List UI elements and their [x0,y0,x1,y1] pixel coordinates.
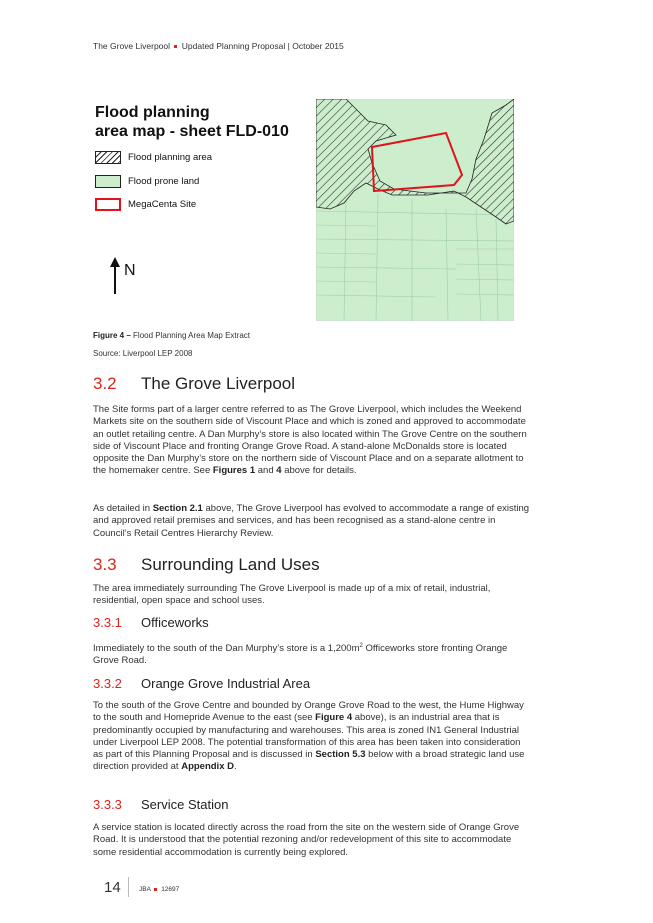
section-3-3-paragraph: The area immediately surrounding The Grove Liverpool is made up of a mix of retail, industrial, residential, open space and school uses. [93,583,491,607]
map-legend-title [95,103,315,141]
legend-item-label: Flood prone land [128,176,200,187]
header-doc-subtitle: Updated Planning Proposal [181,41,286,51]
header-separator: | [287,41,290,51]
green-swatch-icon [95,175,121,188]
section-reference: Section 2.1 [152,503,203,514]
page-number: 14 [104,879,121,896]
header-date: October 2015 [292,41,344,51]
paragraph-text: above, The Grove Liverpool has evolved to accommodate a range of existing and approved retail premises and services, and has been recognised as a stand-alone centre in Council’s Retail Centres Hierarchy Review. [93,503,530,539]
paragraph-text: Immediately to the south of the Dan Murphy’s store is a 1,200m [93,643,360,655]
legend-item-label: MegaCenta Site [128,199,197,210]
north-label: N [124,262,136,279]
header-red-dot-icon [174,45,177,48]
figure-reference: Figures 1 [212,465,256,477]
header-doc-name: The Grove Liverpool [93,41,171,51]
paragraph-text: above for details. [284,465,357,477]
footer-divider [128,877,129,897]
section-title: Orange Grove Industrial Area [141,676,311,691]
appendix-reference: Appendix D [181,761,234,773]
section-number: 3.3.1 [93,615,122,630]
section-reference: Section 5.3 [315,749,366,761]
section-number: 3.2 [93,374,117,393]
legend-item-label: Flood planning area [128,152,212,163]
paragraph-text: . [233,761,237,773]
flood-map-image [316,99,514,321]
figure-caption-text: Flood Planning Area Map Extract [133,331,250,340]
figure-reference: 4 [276,465,282,477]
section-title: The Grove Liverpool [141,374,296,393]
section-number: 3.3.3 [93,797,122,812]
paragraph-text: above), is an industrial area that is predominantly occupied by manufacturing and warehouses. This area is zoned IN1 General Industrial under Liverpool LEP 2008. The potential transformation of this area has been taken into consideration as part of this Planning Proposal and is discussed in [93,712,521,761]
figure-source: Source: Liverpool LEP 2008 [93,349,193,358]
paragraph-text: below with a broad strategic land use direction provided at [93,749,525,773]
section-heading-3-2 [93,374,295,394]
section-heading-3-3-3 [93,797,228,812]
section-3-2-paragraph-1 [93,404,533,478]
hatch-swatch-icon [95,151,121,164]
paragraph-text: To the south of the Grove Centre and bounded by Orange Grove Road to the west, the Hume Highway to the south and Homepride Avenue to the east (see [93,700,524,724]
section-3-3-1-paragraph [93,640,533,668]
section-heading-3-3 [93,555,320,575]
figure-reference: Figure 4 [315,712,353,724]
footer-job-number: 12697 [161,886,180,893]
north-arrow-icon [108,257,122,297]
section-3-3-2-paragraph [93,700,533,774]
figure-caption-label: Figure 4 – [93,331,131,340]
north-arrow [108,257,148,297]
figure-caption [93,331,250,340]
superscript: 2 [359,643,363,649]
paragraph-text: As detailed in [93,503,151,514]
footer-org [139,886,179,893]
section-number: 3.3 [93,555,117,574]
section-title: Officeworks [141,615,209,630]
section-3-2-paragraph-2 [93,503,533,540]
paragraph-text: and [257,465,274,477]
section-heading-3-3-2 [93,676,310,691]
footer-org-name: JBA [139,886,151,893]
paragraph-text: The Site forms part of a larger centre referred to as The Grove Liverpool, which includes the Weekend Markets site on the southern side of Viscount Place and which is zoned and approved to accommodate an outlet retailing centre. A Dan Murphy’s store is also located within The Grove Centre on the southern side of Viscount Place and fronting Orange Grove Road. A stand-alone McDonalds store is located opposite the Dan Murphy’s store on the northern side of Viscount Place and on a separate allotment to the homemaker centre. See [93,404,527,477]
running-header [93,41,344,51]
map-legend-title-line2: area map - sheet FLD-010 [95,123,289,140]
section-title: Service Station [141,797,229,812]
map-legend-title-line1: Flood planning [95,104,210,121]
section-number: 3.3.2 [93,676,122,691]
section-title: Surrounding Land Uses [141,555,320,574]
footer-red-dot-icon [154,888,157,891]
red-outline-swatch-icon [95,198,121,211]
section-heading-3-3-1 [93,615,209,630]
paragraph-text: Officeworks store fronting Orange Grove Road. [93,643,508,667]
section-3-3-3-paragraph: A service station is located directly across the road from the site on the western side of Orange Grove Road. It is understood that the potential rezoning and/or redevelopment of this site to accommodate some residential accommodation is currently being explored. [93,822,520,858]
